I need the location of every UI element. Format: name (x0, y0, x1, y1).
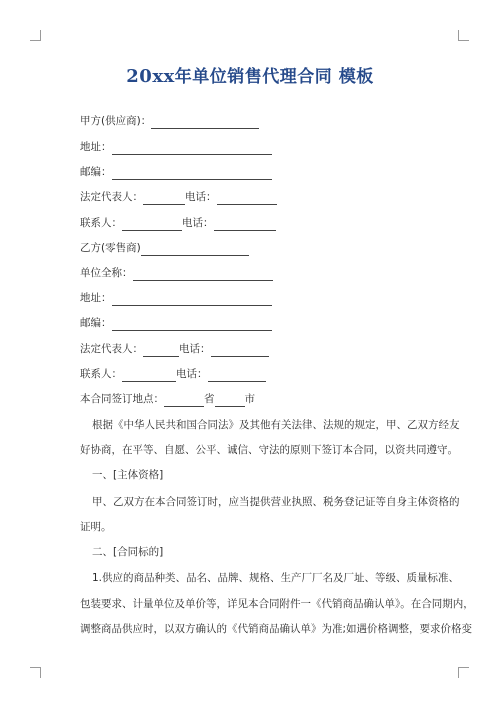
contact-field-b (80, 366, 266, 382)
section-2-heading: 二、[合同标的] (92, 546, 164, 558)
legal-rep-blank-a[interactable] (143, 192, 185, 205)
section-1-line-1: 甲、乙双方在本合同签订时，应当提供营业执照、税务登记证等自身主体资格的 (92, 496, 460, 508)
title-year: 20xx (126, 66, 175, 87)
party-a-label: 甲方(供应商)： (80, 115, 152, 127)
party-b-label: 乙方(零售商) (80, 242, 141, 254)
phone-label-4: 电话： (176, 368, 208, 380)
section-1-heading: 一、[主体资格] (92, 469, 164, 481)
page-corner-mark-top-right (458, 30, 469, 41)
address-label-a: 地址： (80, 141, 112, 153)
document-title (0, 62, 500, 87)
phone-label-3: 电话： (179, 343, 211, 355)
party-b-blank[interactable] (141, 243, 249, 256)
contact-label-b: 联系人： (80, 368, 122, 380)
address-field-b (80, 290, 272, 306)
postcode-field-b (80, 315, 272, 331)
address-blank-a[interactable] (112, 142, 272, 155)
sign-place-label: 本合同签订地点： (80, 393, 164, 405)
intro-line-1: 根据《中华人民共和国合同法》及其他有关法律、法规的规定，甲、乙双方经友 (92, 419, 460, 431)
city-label: 市 (244, 393, 255, 405)
contact-blank-a[interactable] (122, 218, 182, 231)
postcode-field-a (80, 164, 272, 180)
postcode-label-a: 邮编： (80, 166, 112, 178)
phone-label-1: 电话： (185, 191, 217, 203)
unit-name-blank[interactable] (133, 268, 273, 281)
address-blank-b[interactable] (112, 293, 272, 306)
legal-rep-label-a: 法定代表人： (80, 191, 143, 203)
address-label-b: 地址： (80, 292, 112, 304)
contact-label-a: 联系人： (80, 217, 122, 229)
postcode-blank-b[interactable] (112, 318, 272, 331)
party-b-field (80, 240, 249, 256)
phone-blank-1[interactable] (217, 192, 277, 205)
section-2-line-2: 包装要求、计量单位及单价等，详见本合同附件一《代销商品确认单》。在合同期内， (80, 598, 474, 610)
party-a-field (80, 113, 259, 129)
intro-line-2: 好协商，在平等、自愿、公平、诚信、守法的原则下签订本合同，以资共同遵守。 (80, 444, 458, 456)
legal-rep-label-b: 法定代表人： (80, 343, 143, 355)
contact-blank-b[interactable] (122, 369, 176, 382)
legal-rep-blank-b[interactable] (143, 344, 179, 357)
phone-blank-3[interactable] (211, 344, 269, 357)
section-2-line-1: 1.供应的商品种类、品名、品牌、规格、生产厂厂名及厂址、等级、质量标准、 (92, 572, 460, 584)
sign-place-field (80, 391, 255, 407)
postcode-blank-a[interactable] (112, 167, 272, 180)
phone-blank-4[interactable] (208, 369, 266, 382)
page-corner-mark-top-left (30, 30, 41, 41)
phone-label-2: 电话： (182, 217, 214, 229)
unit-name-field (80, 265, 273, 281)
unit-name-label: 单位全称： (80, 267, 133, 279)
city-blank[interactable] (215, 394, 245, 407)
party-a-blank[interactable] (151, 116, 259, 129)
page-corner-mark-bottom-right (458, 667, 469, 678)
legal-rep-field-a (80, 189, 277, 205)
section-2-line-3: 调整商品供应时，以双方确认的《代销商品确认单》为准;如遇价格调整，要求价格变 (80, 623, 473, 635)
title-text: 年单位销售代理合同 模板 (174, 67, 374, 87)
contact-field-a (80, 215, 276, 231)
legal-rep-field-b (80, 341, 269, 357)
province-blank[interactable] (164, 394, 204, 407)
postcode-label-b: 邮编： (80, 317, 112, 329)
province-label: 省 (204, 393, 215, 405)
address-field-a (80, 139, 272, 155)
phone-blank-2[interactable] (214, 218, 276, 231)
section-1-line-2: 证明。 (80, 521, 112, 533)
page-corner-mark-bottom-left (30, 667, 41, 678)
